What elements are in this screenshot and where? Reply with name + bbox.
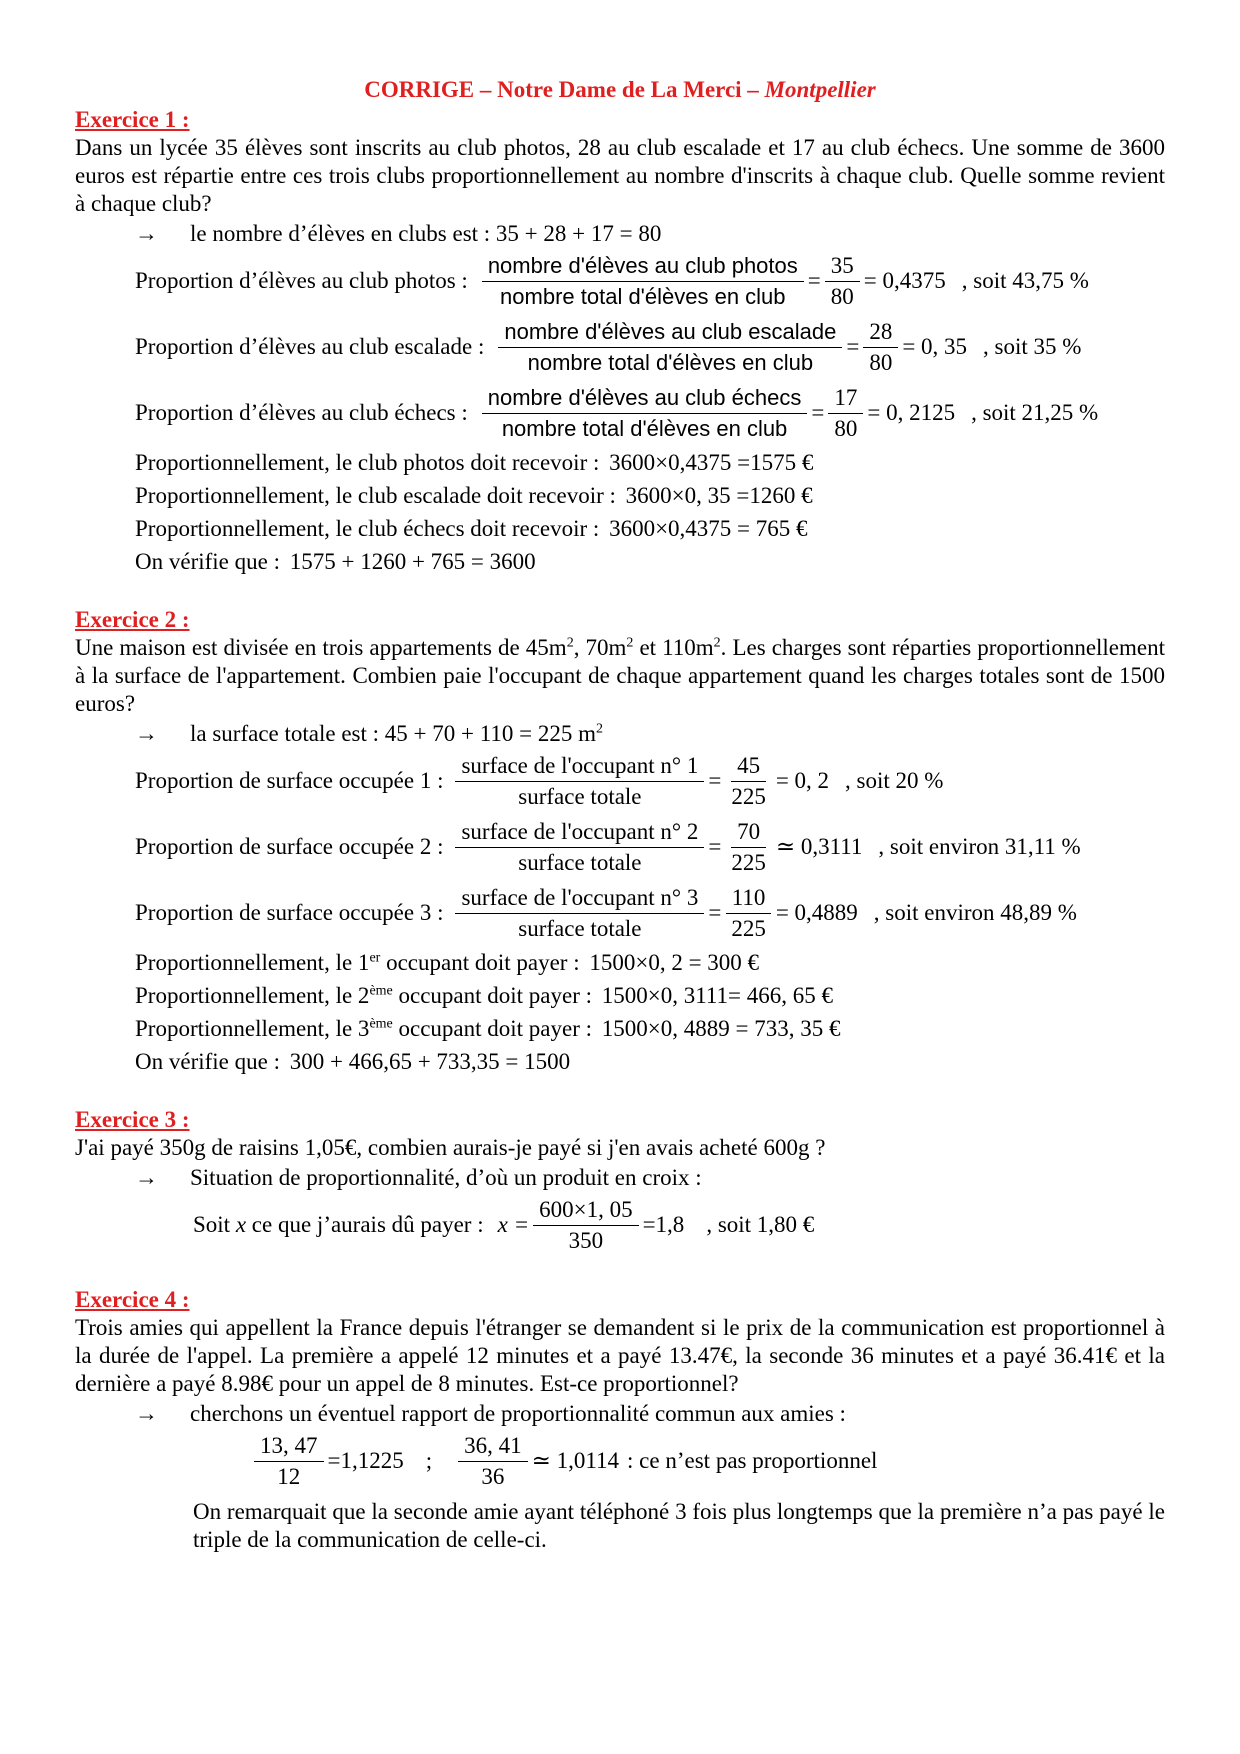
- fraction-numerator: 600×1, 05: [533, 1195, 638, 1226]
- fraction-numerator: nombre d'élèves au club échecs: [482, 383, 808, 414]
- number-fraction: [863, 317, 898, 378]
- fraction-numerator: nombre d'élèves au club escalade: [498, 317, 842, 348]
- row-label: Proportion d’élèves au club escalade :: [135, 334, 485, 359]
- computation-math: 3600×0,4375 =1575 €: [609, 450, 814, 475]
- row-percent: , soit 43,75 %: [961, 268, 1089, 293]
- computation-line: [75, 1012, 1165, 1045]
- superscript: er: [369, 950, 381, 966]
- statement-part: . Les charges sont réparties proportionnellement à la surface de l'appartement. Combien paie l'occupant de chaque appartement quand les charges totales sont de 1500 euros?: [75, 635, 1165, 716]
- computation-text: On vérifie que :: [135, 549, 280, 574]
- fraction-numerator: 28: [863, 317, 898, 348]
- exercise-2: [75, 606, 1165, 1078]
- proportion-row: [75, 314, 1165, 380]
- ratio-result: =1,1225: [327, 1448, 404, 1473]
- computation-text: occupant doit payer :: [392, 983, 593, 1008]
- fraction-denominator: surface totale: [518, 915, 642, 941]
- number-fraction: [725, 751, 772, 812]
- number-fraction: [254, 1431, 324, 1492]
- computation-line: [75, 479, 1165, 512]
- exercise-3-statement: J'ai payé 350g de raisins 1,05€, combien aurais-je payé si j'en avais acheté 600g ?: [75, 1135, 826, 1160]
- row-result: = 0, 2125: [867, 400, 956, 425]
- fraction-denominator: 80: [834, 415, 858, 441]
- row-label: Proportion d’élèves au club photos :: [135, 268, 468, 293]
- row-result: ≃ 0,3111: [775, 834, 863, 859]
- computation-math: 300 + 466,65 + 733,35 = 1500: [289, 1049, 571, 1074]
- computation-math: 1500×0, 4889 = 733, 35 €: [601, 1016, 841, 1041]
- row-percent: , soit 1,80 €: [706, 1212, 815, 1237]
- exercise-1-arrow-line: [75, 220, 1165, 248]
- fraction-numerator: 17: [828, 383, 863, 414]
- arrow-icon: →: [135, 721, 158, 746]
- proportion-row: [75, 380, 1165, 446]
- fraction-denominator: 12: [277, 1463, 301, 1489]
- computation-text: Proportionnellement, le club échecs doit recevoir :: [135, 516, 600, 541]
- statement-part: Une maison est divisée en trois appartements de 45m: [75, 635, 567, 660]
- exercise-4-statement: Trois amies qui appellent la France depuis l'étranger se demandent si le prix de la communication est proportionnel à la durée de l'appel. La première a appelé 12 minutes et a payé 13.47€, la seconde 36 minutes et a payé 36.41€ et la dernière a payé 8.98€ pour un appel de 8 minutes. Est-ce proportionnel?: [75, 1315, 1165, 1396]
- fraction-denominator: 225: [731, 783, 766, 809]
- word-fraction: [455, 751, 704, 812]
- row-result: = 0, 2: [775, 768, 830, 793]
- proportion-row: [75, 880, 1165, 946]
- fraction-numerator: 70: [731, 817, 766, 848]
- row-result: =1,8: [642, 1212, 685, 1237]
- equals-sign: =: [708, 900, 722, 925]
- row-result: = 0, 35: [902, 334, 968, 359]
- arrow-text-main: la surface totale est : 45 + 70 + 110 = 225 m: [190, 721, 596, 746]
- superscript: 2: [566, 635, 574, 651]
- row-result: = 0,4375: [863, 268, 946, 293]
- proportion-row: [75, 748, 1165, 814]
- row-label: [193, 1211, 484, 1239]
- fraction-denominator: 80: [869, 349, 893, 375]
- computation-line: [75, 979, 1165, 1012]
- equals-sign: =: [811, 400, 825, 425]
- fraction-numerator: surface de l'occupant n° 3: [455, 883, 704, 914]
- word-fraction: [455, 883, 704, 944]
- fraction-denominator: 225: [731, 849, 766, 875]
- number-fraction: [825, 251, 860, 312]
- row-percent: , soit 21,25 %: [971, 400, 1099, 425]
- number-fraction: [828, 383, 863, 444]
- exercise-3-heading: Exercice 3 :: [75, 1107, 190, 1132]
- fraction-denominator: 80: [830, 283, 854, 309]
- exercise-2-heading: Exercice 2 :: [75, 607, 190, 632]
- cross-product-row: [75, 1192, 1165, 1258]
- exercise-2-statement: [75, 634, 1165, 718]
- computation-text: occupant doit payer :: [380, 950, 580, 975]
- arrow-icon: →: [135, 1401, 158, 1426]
- exercise-4: [75, 1286, 1165, 1554]
- arrow-icon: →: [135, 221, 158, 246]
- row-percent: , soit environ 31,11 %: [878, 834, 1081, 859]
- exercise-4-arrow-line: [75, 1400, 1165, 1428]
- computation-text: Proportionnellement, le club photos doit recevoir :: [135, 450, 600, 475]
- fraction-denominator: surface totale: [518, 783, 642, 809]
- ratio-row: [75, 1428, 1165, 1494]
- label-part: ce que j’aurais dû payer :: [246, 1212, 484, 1237]
- statement-part: et 110m: [633, 635, 714, 660]
- proportion-row: [75, 248, 1165, 314]
- computation-text: Proportionnellement, le club escalade doit recevoir :: [135, 483, 616, 508]
- computation-math: 1575 + 1260 + 765 = 3600: [289, 549, 536, 574]
- equation-lhs: x =: [497, 1212, 530, 1237]
- separator: ;: [425, 1448, 433, 1473]
- label-part: Soit: [193, 1212, 236, 1237]
- exercise-3-arrow-line: [75, 1164, 1165, 1192]
- title-main: CORRIGE – Notre Dame de La Merci –: [364, 77, 765, 102]
- statement-part: , 70m: [573, 635, 627, 660]
- page-title: [75, 76, 1165, 104]
- word-fraction: [498, 317, 842, 378]
- fraction-numerator: 36, 41: [458, 1431, 528, 1462]
- exercise-1-heading: Exercice 1 :: [75, 107, 190, 132]
- row-label: Proportion de surface occupée 3 :: [135, 900, 444, 925]
- fraction-numerator: 110: [726, 883, 772, 914]
- computation-line: [75, 446, 1165, 479]
- computation-text: occupant doit payer :: [392, 1016, 593, 1041]
- exercise-1-statement: Dans un lycée 35 élèves sont inscrits au club photos, 28 au club escalade et 17 au club échecs. Une somme de 3600 euros est répartie entre ces trois clubs proportionnellement au nombre d'inscrits à chaque club. Quelle somme revient à chaque club?: [75, 135, 1165, 216]
- conclusion: : ce n’est pas proportionnel: [627, 1448, 878, 1473]
- equals-sign: =: [846, 334, 860, 359]
- computation-text: Proportionnellement, le 1: [135, 950, 370, 975]
- equals-sign: =: [708, 834, 722, 859]
- fraction-numerator: nombre d'élèves au club photos: [482, 251, 804, 282]
- row-percent: , soit environ 48,89 %: [873, 900, 1077, 925]
- computation-line: [75, 512, 1165, 545]
- verification-line: [75, 1045, 1165, 1078]
- fraction-denominator: 225: [731, 915, 766, 941]
- word-fraction: [455, 817, 704, 878]
- arrow-text: le nombre d’élèves en clubs est : 35 + 28 + 17 = 80: [190, 221, 662, 246]
- computation-text: Proportionnellement, le 3: [135, 1016, 370, 1041]
- title-city: Montpellier: [764, 77, 876, 102]
- row-percent: , soit 20 %: [845, 768, 944, 793]
- equals-sign: =: [807, 268, 821, 293]
- fraction-denominator: surface totale: [518, 849, 642, 875]
- variable-x: x: [235, 1212, 247, 1237]
- arrow-text: Situation de proportionnalité, d’où un produit en croix :: [190, 1165, 702, 1190]
- number-fraction: [533, 1195, 638, 1256]
- superscript: ème: [369, 1016, 393, 1032]
- proportion-row: [75, 814, 1165, 880]
- arrow-icon: →: [135, 1165, 158, 1190]
- computation-math: 1500×0, 2 = 300 €: [589, 950, 760, 975]
- row-label: Proportion de surface occupée 1 :: [135, 768, 444, 793]
- computation-text: Proportionnellement, le 2: [135, 983, 370, 1008]
- computation-math: 3600×0, 35 =1260 €: [625, 483, 813, 508]
- row-label: Proportion de surface occupée 2 :: [135, 834, 444, 859]
- computation-math: 1500×0, 3111= 466, 65 €: [601, 983, 834, 1008]
- row-percent: , soit 35 %: [983, 334, 1082, 359]
- fraction-denominator: nombre total d'élèves en club: [501, 415, 788, 441]
- number-fraction: [458, 1431, 528, 1492]
- arrow-text: cherchons un éventuel rapport de proportionnalité commun aux amies :: [190, 1401, 846, 1426]
- verification-line: [75, 545, 1165, 578]
- ratio-result: ≃ 1,0114: [531, 1448, 620, 1473]
- fraction-denominator: 36: [481, 1463, 505, 1489]
- row-label: Proportion d’élèves au club échecs :: [135, 400, 468, 425]
- computation-text: On vérifie que :: [135, 1049, 280, 1074]
- number-fraction: [725, 817, 772, 878]
- fraction-numerator: 35: [825, 251, 860, 282]
- fraction-denominator: nombre total d'élèves en club: [527, 349, 814, 375]
- exercise-4-heading: Exercice 4 :: [75, 1287, 190, 1312]
- equals-sign: =: [708, 768, 722, 793]
- document-page: [75, 70, 1165, 1554]
- superscript: 2: [595, 721, 603, 737]
- computation-math: 3600×0,4375 = 765 €: [609, 516, 808, 541]
- fraction-denominator: nombre total d'élèves en club: [500, 283, 786, 309]
- exercise-2-arrow-line: [75, 720, 1165, 748]
- exercise-1: [75, 106, 1165, 578]
- superscript: ème: [369, 983, 393, 999]
- exercise-3: [75, 1106, 1165, 1258]
- superscript: 2: [713, 635, 721, 651]
- fraction-numerator: 13, 47: [254, 1431, 324, 1462]
- arrow-text: [190, 720, 603, 748]
- computation-line: [75, 946, 1165, 979]
- word-fraction: [482, 383, 808, 444]
- number-fraction: [725, 883, 772, 944]
- fraction-numerator: surface de l'occupant n° 2: [455, 817, 704, 848]
- superscript: 2: [626, 635, 634, 651]
- fraction-numerator: surface de l'occupant n° 1: [455, 751, 704, 782]
- exercise-4-remark: On remarquait que la seconde amie ayant téléphoné 3 fois plus longtemps que la première n’a pas payé le triple de la communication de celle-ci.: [193, 1499, 1165, 1552]
- row-result: = 0,4889: [775, 900, 858, 925]
- fraction-numerator: 45: [731, 751, 766, 782]
- word-fraction: [482, 251, 804, 312]
- fraction-denominator: 350: [568, 1227, 604, 1253]
